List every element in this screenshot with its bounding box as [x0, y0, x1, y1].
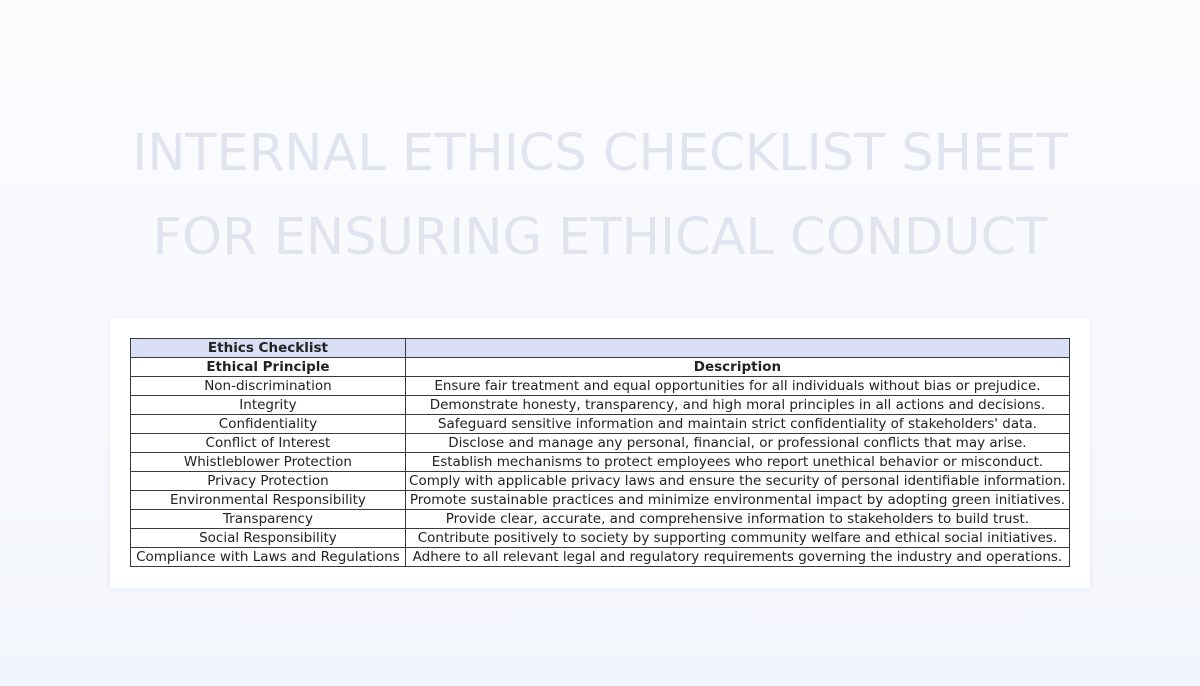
- section-header-row: [131, 339, 1070, 358]
- description-cell[interactable]: Safeguard sensitive information and maintain strict confidentiality of stakeholders' data.: [405, 415, 1069, 434]
- spreadsheet-card: [110, 318, 1090, 588]
- principle-cell[interactable]: Non-discrimination: [131, 377, 406, 396]
- description-cell[interactable]: Promote sustainable practices and minimize environmental impact by adopting green initiatives.: [405, 491, 1069, 510]
- description-cell[interactable]: Establish mechanisms to protect employees who report unethical behavior or misconduct.: [405, 453, 1069, 472]
- description-cell[interactable]: Comply with applicable privacy laws and ensure the security of personal identifiable information.: [405, 472, 1069, 491]
- principle-cell[interactable]: Transparency: [131, 510, 406, 529]
- description-cell[interactable]: Demonstrate honesty, transparency, and high moral principles in all actions and decisions.: [405, 396, 1069, 415]
- description-cell[interactable]: Adhere to all relevant legal and regulatory requirements governing the industry and operations.: [405, 548, 1069, 567]
- table-row: [131, 510, 1070, 529]
- column-header-principle[interactable]: Ethical Principle: [131, 358, 406, 377]
- column-header-description[interactable]: Description: [405, 358, 1069, 377]
- principle-cell[interactable]: Confidentiality: [131, 415, 406, 434]
- table-row: [131, 491, 1070, 510]
- section-label-cell[interactable]: Ethics Checklist: [131, 339, 406, 358]
- column-header-row: [131, 358, 1070, 377]
- principle-cell[interactable]: Conflict of Interest: [131, 434, 406, 453]
- table-row: [131, 434, 1070, 453]
- ethics-checklist-table: [130, 338, 1070, 567]
- principle-cell[interactable]: Environmental Responsibility: [131, 491, 406, 510]
- principle-cell[interactable]: Privacy Protection: [131, 472, 406, 491]
- table-row: [131, 396, 1070, 415]
- table-row: [131, 453, 1070, 472]
- table-row: [131, 377, 1070, 396]
- description-cell[interactable]: Contribute positively to society by supporting community welfare and ethical social initiatives.: [405, 529, 1069, 548]
- page-title: [0, 112, 1200, 280]
- description-cell[interactable]: Ensure fair treatment and equal opportunities for all individuals without bias or prejudice.: [405, 377, 1069, 396]
- principle-cell[interactable]: Whistleblower Protection: [131, 453, 406, 472]
- table-row: [131, 548, 1070, 567]
- table-row: [131, 529, 1070, 548]
- principle-cell[interactable]: Compliance with Laws and Regulations: [131, 548, 406, 567]
- table-row: [131, 472, 1070, 491]
- description-cell[interactable]: Disclose and manage any personal, financial, or professional conflicts that may arise.: [405, 434, 1069, 453]
- table-body: [131, 377, 1070, 567]
- table-row: [131, 415, 1070, 434]
- description-cell[interactable]: Provide clear, accurate, and comprehensive information to stakeholders to build trust.: [405, 510, 1069, 529]
- page-title-line-1: INTERNAL ETHICS CHECKLIST SHEET: [132, 124, 1068, 183]
- principle-cell[interactable]: Integrity: [131, 396, 406, 415]
- page-title-line-2: FOR ENSURING ETHICAL CONDUCT: [152, 208, 1048, 267]
- section-label-empty-cell[interactable]: [405, 339, 1069, 358]
- principle-cell[interactable]: Social Responsibility: [131, 529, 406, 548]
